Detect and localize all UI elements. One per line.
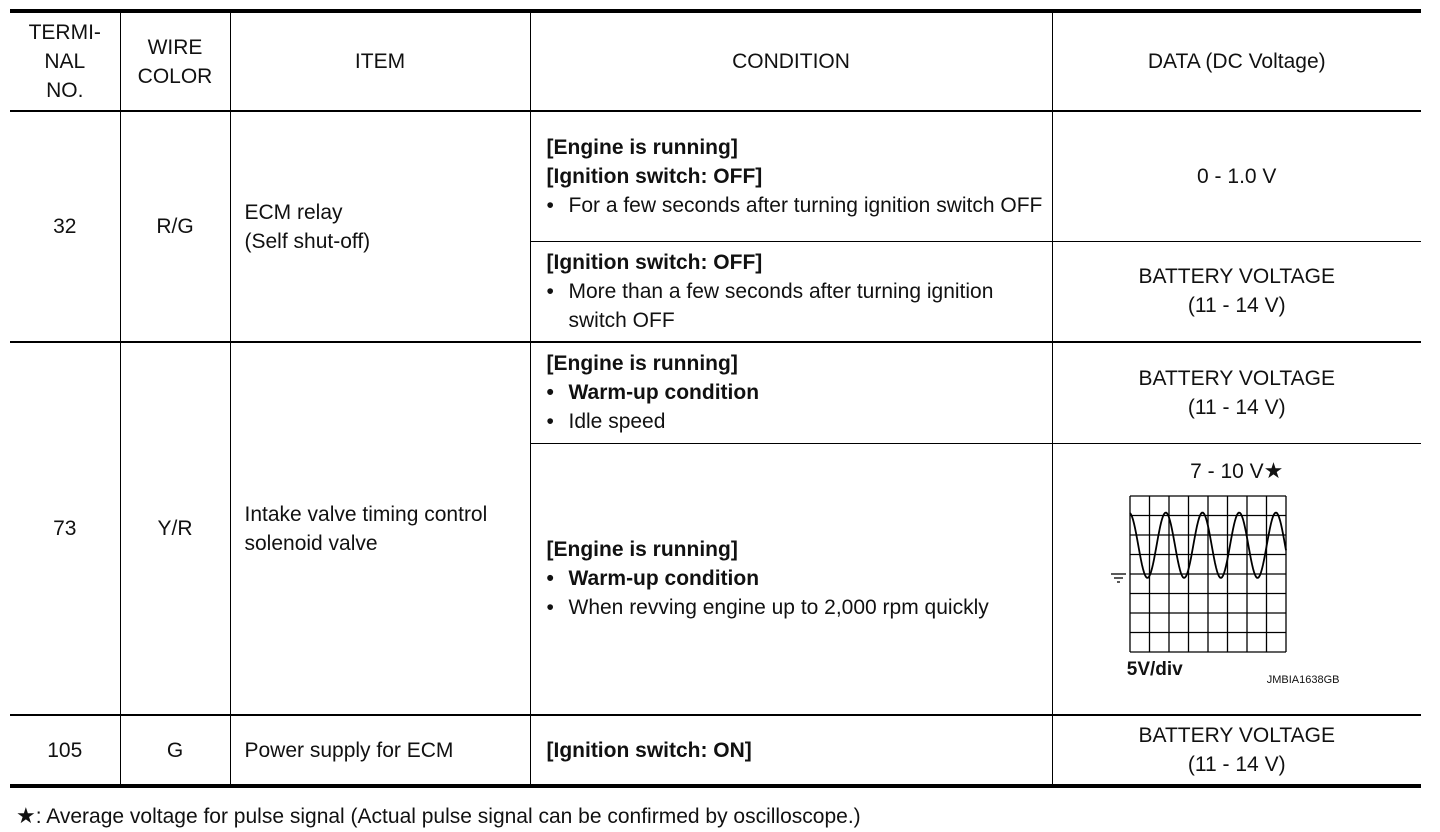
condition-heading: [Ignition switch: OFF] (546, 164, 763, 188)
header-data: DATA (DC Voltage) (1052, 11, 1421, 111)
table-row (10, 342, 1421, 443)
header-condition: CONDITION (530, 11, 1052, 111)
item-line: (Self shut-off) (244, 229, 371, 253)
data-cell (1052, 241, 1421, 342)
wire-color: G (120, 715, 230, 786)
item-description (230, 715, 530, 786)
data-value: 0 - 1.0 V (1197, 164, 1277, 188)
figure-code: JMBIA1638GB (1266, 673, 1340, 686)
footnote (16, 802, 861, 831)
bullet-text: Warm-up condition (568, 381, 760, 405)
condition-cell (530, 111, 1052, 241)
item-line: ECM relay (244, 200, 343, 224)
data-cell (1052, 715, 1421, 786)
terminal-no: 105 (10, 715, 120, 786)
condition-bullet (547, 277, 1044, 335)
ground-icon (1111, 574, 1126, 582)
bullet-icon: • (546, 279, 554, 303)
item-line: solenoid valve (244, 531, 378, 555)
header-terminal-line: NO. (46, 79, 84, 102)
data-value: BATTERY VOLTAGE (1138, 366, 1335, 390)
data-value: (11 - 14 V) (1187, 395, 1286, 419)
footnote-text: : Average voltage for pulse signal (Actual pulse signal can be confirmed by oscilloscope.) (35, 805, 861, 828)
table-row (10, 715, 1421, 786)
header-terminal-no (10, 11, 120, 111)
bullet-icon: • (546, 410, 554, 434)
condition-heading: [Ignition switch: ON] (546, 738, 752, 762)
condition-bullet (547, 407, 1044, 436)
condition-cell (530, 342, 1052, 443)
oscilloscope-waveform (1107, 492, 1367, 702)
header-wire-line: WIRE (147, 35, 203, 59)
table-row (10, 111, 1421, 241)
wire-color: Y/R (120, 342, 230, 715)
header-terminal-line: TERMI- (28, 21, 101, 44)
data-value-text: 7 - 10 V (1190, 459, 1264, 483)
condition-cell (530, 443, 1052, 715)
terminal-no: 73 (10, 342, 120, 715)
condition-heading: [Engine is running] (546, 135, 738, 159)
bullet-icon: • (546, 567, 554, 591)
item-line: Intake valve timing control (244, 502, 488, 526)
bullet-text: When revving engine up to 2,000 rpm quickly (568, 596, 989, 620)
condition-cell (530, 241, 1052, 342)
header-wire-color (120, 11, 230, 111)
condition-bullet (547, 191, 1044, 220)
condition-heading: [Engine is running] (546, 538, 738, 562)
scale-label: 5V/div (1126, 658, 1183, 680)
bullet-text: Warm-up condition (568, 567, 760, 591)
bullet-icon: • (546, 381, 554, 405)
bullet-text: Idle speed (568, 410, 666, 434)
condition-bullet (547, 564, 1044, 593)
wire-color: R/G (120, 111, 230, 342)
star-icon: ★ (1263, 457, 1284, 483)
data-value (1053, 456, 1422, 486)
bullet-text: For a few seconds after turning ignition switch OFF (568, 193, 1043, 217)
condition-heading: [Engine is running] (546, 352, 738, 376)
bullet-text: More than a few seconds after turning ignition switch OFF (568, 279, 994, 332)
terminal-no: 32 (10, 111, 120, 342)
condition-cell (530, 715, 1052, 786)
header-wire-line: COLOR (137, 64, 213, 88)
bullet-icon: • (546, 193, 554, 217)
header-row (10, 11, 1421, 111)
condition-heading: [Ignition switch: OFF] (546, 250, 763, 274)
item-line: Power supply for ECM (244, 738, 454, 762)
data-value: BATTERY VOLTAGE (1138, 265, 1335, 289)
data-cell (1052, 443, 1421, 715)
bullet-icon: • (546, 596, 554, 620)
condition-bullet (547, 378, 1044, 407)
item-description (230, 342, 530, 715)
data-cell (1052, 342, 1421, 443)
data-value: (11 - 14 V) (1187, 294, 1286, 318)
header-item: ITEM (230, 11, 530, 111)
header-terminal-line: NAL (44, 50, 86, 73)
data-value: BATTERY VOLTAGE (1138, 724, 1335, 747)
condition-bullet (547, 593, 1044, 622)
data-cell (1052, 111, 1421, 241)
terminal-data-table (10, 9, 1421, 788)
star-icon: ★ (16, 803, 36, 828)
data-value: (11 - 14 V) (1187, 753, 1286, 776)
item-description (230, 111, 530, 342)
